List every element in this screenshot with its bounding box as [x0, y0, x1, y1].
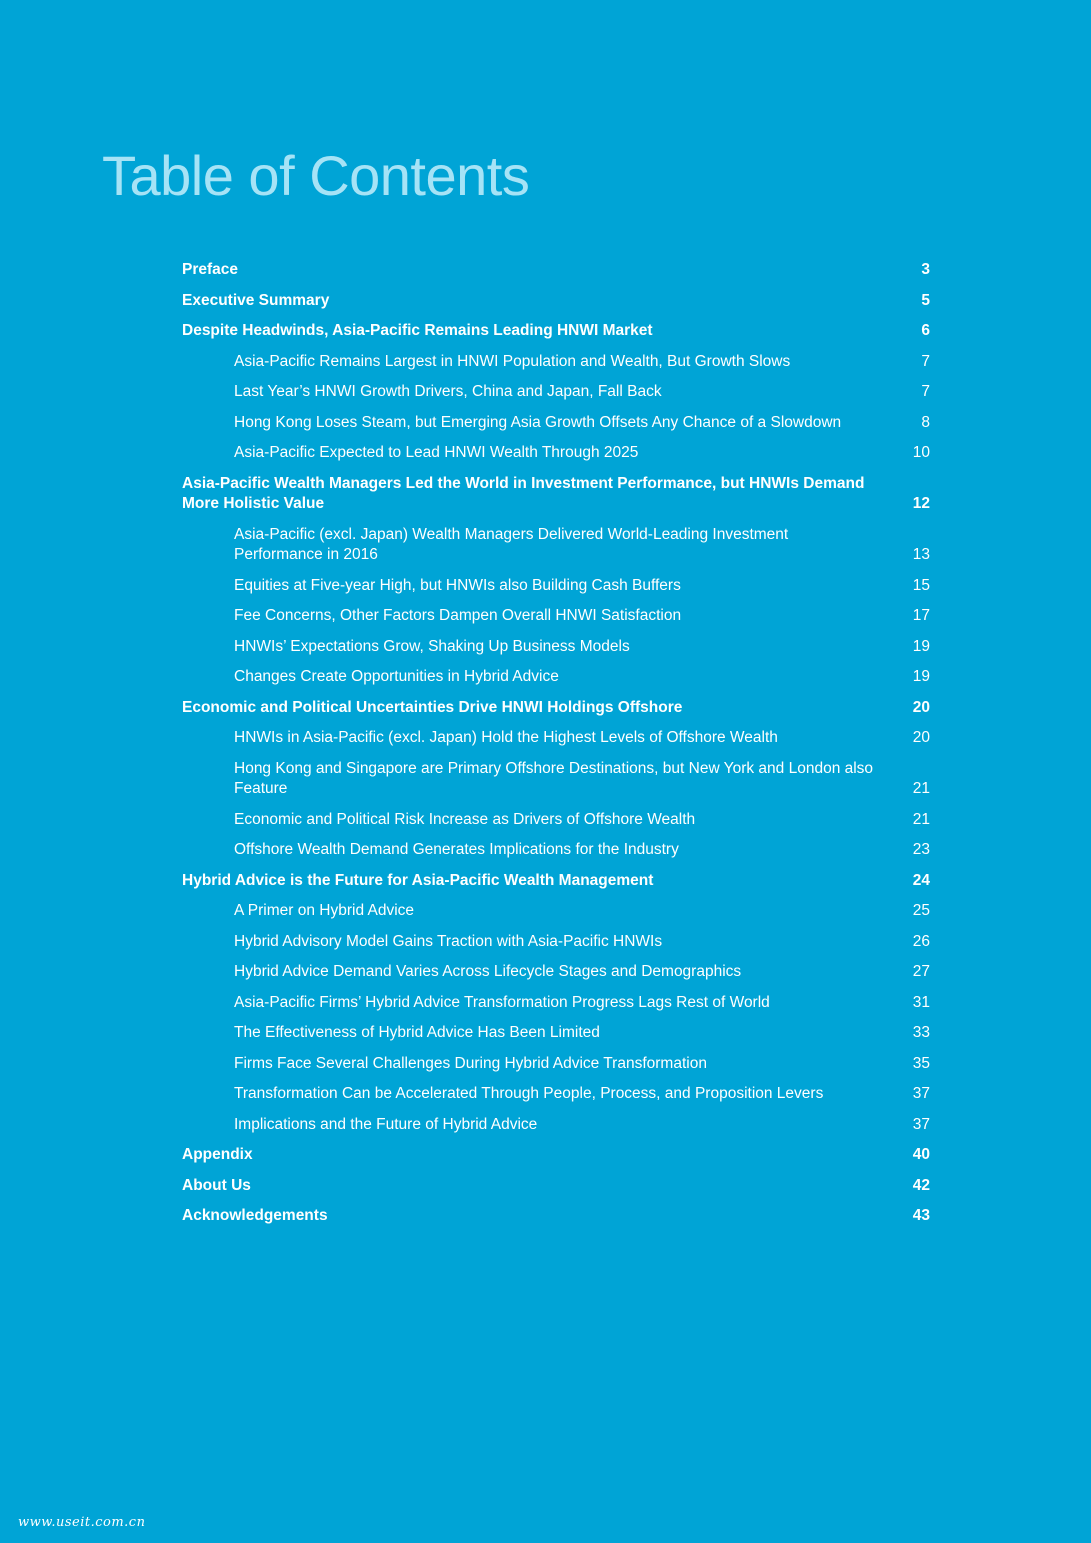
toc-entry-page-number: 43	[912, 1207, 930, 1224]
toc-entry[interactable]	[182, 474, 930, 515]
toc-subentry[interactable]	[182, 342, 930, 373]
toc-entry[interactable]	[182, 871, 930, 892]
toc-entry-label: Appendix	[182, 1146, 253, 1163]
toc-entry-page-number: 5	[921, 291, 930, 309]
toc-subentry-page-number: 33	[912, 1024, 930, 1041]
toc-section	[182, 698, 930, 861]
toc-entry-page-number: 24	[912, 871, 930, 889]
toc-subentry-label: Transformation Can be Accelerated Through People, Process, and Proposition Levers	[234, 1085, 824, 1102]
toc-entry[interactable]	[182, 698, 930, 719]
toc-section	[182, 260, 930, 281]
watermark: www.useit.com.cn	[18, 1515, 146, 1530]
toc-subentry-page-number: 31	[912, 993, 930, 1011]
toc-subentry-label: Implications and the Future of Hybrid Advice	[234, 1115, 538, 1133]
toc-subentry-label: Hybrid Advice Demand Varies Across Lifecycle Stages and Demographics	[234, 963, 742, 980]
toc-subentry[interactable]	[182, 1044, 930, 1075]
toc-entry-label: Hybrid Advice is the Future for Asia-Pacific Wealth Management	[182, 871, 654, 889]
toc-subentry[interactable]	[182, 1013, 930, 1044]
toc-subentry-label: The Effectiveness of Hybrid Advice Has Been Limited	[234, 1024, 600, 1041]
toc-subentry-label: HNWIs’ Expectations Grow, Shaking Up Business Models	[234, 637, 630, 655]
toc-subentry[interactable]	[182, 983, 930, 1014]
toc-section	[182, 1206, 930, 1227]
toc-subentry[interactable]	[182, 596, 930, 627]
toc-subentry[interactable]	[182, 403, 930, 434]
toc-subentry-page-number: 7	[921, 383, 930, 400]
toc-subentry[interactable]	[182, 657, 930, 688]
toc-subentry-page-number: 19	[912, 668, 930, 685]
toc-entry[interactable]	[182, 291, 930, 312]
toc-subentry-label: Equities at Five-year High, but HNWIs also Building Cash Buffers	[234, 576, 681, 594]
toc-section	[182, 474, 930, 688]
toc-subentry-label: Fee Concerns, Other Factors Dampen Overall HNWI Satisfaction	[234, 607, 682, 624]
toc-subentry-page-number: 20	[912, 729, 930, 746]
toc-subentry[interactable]	[182, 1074, 930, 1105]
toc-subentry-label: Last Year’s HNWI Growth Drivers, China and Japan, Fall Back	[234, 383, 662, 400]
toc-entry-page-number: 3	[921, 261, 930, 278]
toc-subentry-label: Firms Face Several Challenges During Hybrid Advice Transformation	[234, 1054, 707, 1072]
toc-entry-label: Despite Headwinds, Asia-Pacific Remains Leading HNWI Market	[182, 322, 653, 339]
toc-subentry[interactable]	[182, 433, 930, 464]
toc-subentry-page-number: 10	[912, 444, 930, 461]
toc-subentry-page-number: 15	[912, 576, 930, 594]
toc-subentry-label: Economic and Political Risk Increase as Drivers of Offshore Wealth	[234, 810, 696, 828]
toc-section	[182, 1145, 930, 1166]
table-of-contents	[182, 260, 930, 1237]
toc-entry[interactable]	[182, 1206, 930, 1227]
toc-subentry-page-number: 23	[912, 841, 930, 858]
toc-section	[182, 871, 930, 1136]
toc-subentry[interactable]	[182, 922, 930, 953]
toc-entry-label: About Us	[182, 1176, 251, 1194]
toc-entry-page-number: 20	[912, 698, 930, 716]
toc-entry-label: Executive Summary	[182, 291, 330, 309]
toc-entry-page-number: 40	[912, 1146, 930, 1163]
toc-subentry-label: Hong Kong and Singapore are Primary Offshore Destinations, but New York and London also Feature	[234, 759, 874, 797]
toc-entry[interactable]	[182, 1145, 930, 1166]
toc-subentry[interactable]	[182, 952, 930, 983]
toc-subentry-page-number: 21	[912, 810, 930, 828]
toc-subentry[interactable]	[182, 891, 930, 922]
toc-subentry-label: Asia-Pacific Remains Largest in HNWI Population and Wealth, But Growth Slows	[234, 352, 791, 370]
toc-subentry[interactable]	[182, 718, 930, 749]
toc-subentry-page-number: 35	[912, 1054, 930, 1072]
toc-subentry-page-number: 37	[912, 1115, 930, 1133]
toc-subentry[interactable]	[182, 515, 930, 566]
toc-section	[182, 321, 930, 464]
toc-subentry-page-number: 19	[912, 637, 930, 655]
toc-subentry[interactable]	[182, 566, 930, 597]
toc-subentry-label: Asia-Pacific Firms’ Hybrid Advice Transformation Progress Lags Rest of World	[234, 993, 770, 1011]
toc-subentry-page-number: 25	[912, 902, 930, 919]
toc-subentry-label: A Primer on Hybrid Advice	[234, 902, 415, 919]
toc-subentry-page-number: 26	[912, 932, 930, 950]
toc-subentry-page-number: 37	[912, 1085, 930, 1102]
toc-subentry[interactable]	[182, 372, 930, 403]
toc-subentry-page-number: 13	[912, 546, 930, 563]
toc-entry-label: Economic and Political Uncertainties Drive HNWI Holdings Offshore	[182, 698, 683, 716]
toc-entry-page-number: 12	[912, 495, 930, 512]
toc-subentry-page-number: 27	[912, 963, 930, 980]
toc-entry[interactable]	[182, 321, 930, 342]
toc-entry[interactable]	[182, 260, 930, 281]
toc-subentry-label: Hong Kong Loses Steam, but Emerging Asia Growth Offsets Any Chance of a Slowdown	[234, 413, 842, 431]
toc-section	[182, 1176, 930, 1197]
toc-subentry-page-number: 17	[912, 607, 930, 624]
toc-subentry[interactable]	[182, 749, 930, 800]
toc-subentry[interactable]	[182, 627, 930, 658]
toc-subentry-page-number: 8	[921, 413, 930, 431]
toc-entry[interactable]	[182, 1176, 930, 1197]
toc-subentry-label: HNWIs in Asia-Pacific (excl. Japan) Hold the Highest Levels of Offshore Wealth	[234, 729, 778, 746]
toc-subentry-page-number: 7	[921, 352, 930, 370]
toc-subentry-label: Asia-Pacific Expected to Lead HNWI Wealth Through 2025	[234, 444, 639, 461]
toc-subentry-page-number: 21	[912, 780, 930, 797]
toc-section	[182, 291, 930, 312]
toc-entry-label: Acknowledgements	[182, 1207, 328, 1224]
toc-subentry-label: Asia-Pacific (excl. Japan) Wealth Managers Delivered World-Leading Investment Performance in 2016	[234, 525, 789, 563]
toc-subentry-label: Changes Create Opportunities in Hybrid Advice	[234, 668, 559, 685]
toc-subentry-label: Hybrid Advisory Model Gains Traction with Asia-Pacific HNWIs	[234, 932, 663, 950]
toc-subentry-label: Offshore Wealth Demand Generates Implications for the Industry	[234, 841, 679, 858]
toc-entry-label: Preface	[182, 261, 239, 278]
toc-subentry[interactable]	[182, 1105, 930, 1136]
toc-entry-page-number: 42	[912, 1176, 930, 1194]
toc-subentry[interactable]	[182, 830, 930, 861]
toc-entry-page-number: 6	[921, 322, 930, 339]
toc-subentry[interactable]	[182, 800, 930, 831]
page-title: Table of Contents	[102, 144, 530, 207]
toc-entry-label: Asia-Pacific Wealth Managers Led the World in Investment Performance, but HNWIs Demand More Holistic Value	[182, 474, 865, 512]
